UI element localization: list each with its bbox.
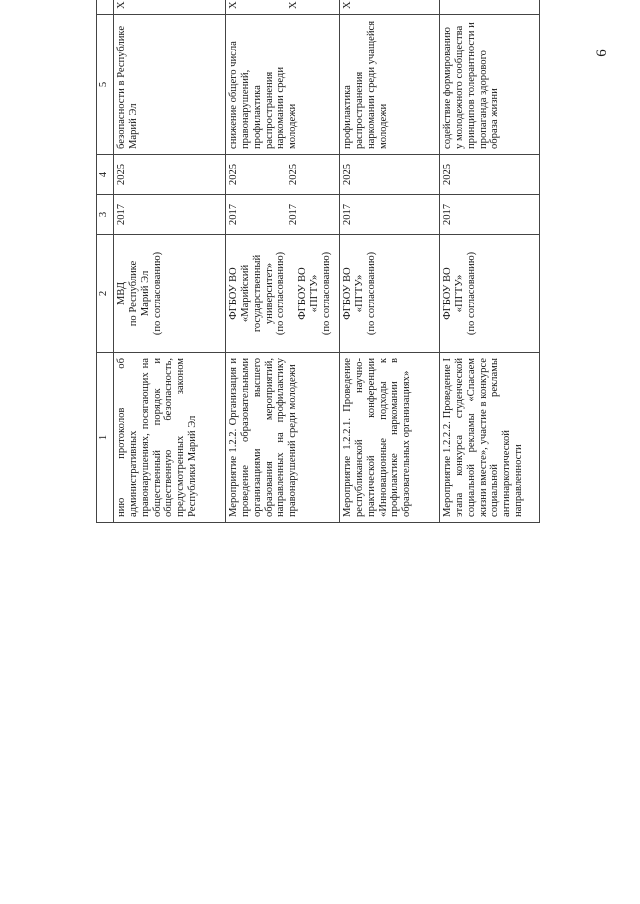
executor-cell: [226, 235, 340, 353]
executor-line: Марий Эл: [139, 270, 151, 317]
executor-line: «ПГТУ»: [309, 274, 321, 313]
executor-line: (по согласованию): [151, 251, 163, 336]
executor-line: «Марийский: [239, 264, 251, 323]
start-year-value: 2017: [287, 203, 299, 226]
executor-line: ФГБОУ ВО: [442, 267, 453, 320]
column-header-6: [97, 0, 114, 15]
column-header-4: 4: [97, 155, 114, 195]
expected-result-cell: безопасности в Республике Марий Эл: [114, 15, 226, 155]
activity-name-cell: Мероприятие 1.2.2.1. Проведение республиканской научно-практической конференции «Инновационные подходы к профилактике наркомании в образовательных организациях»: [340, 353, 440, 523]
expected-result-cell: снижение общего числа правонарушений, профилактика распространения наркомании среди молодежи: [226, 15, 340, 155]
end-year-value: 2025: [228, 163, 239, 186]
indicator-link-cell: [226, 0, 340, 15]
indicator-link-cell: [440, 0, 540, 15]
executor-line: ФГБОУ ВО: [342, 267, 353, 320]
page-number: 6: [594, 49, 610, 57]
activity-name-cell: Мероприятие 1.2.2.2. Проведение I этапа конкурса студенческой социальной рекламы «Спасаем жизни вместе», участие в конкурсе социальной рекламы антинаркотической направленности: [440, 353, 540, 523]
executor-line: ФГБОУ ВО: [297, 267, 309, 320]
executor-line: «ПГТУ»: [453, 274, 465, 313]
end-year-cell: [226, 155, 340, 195]
executor-line: (по согласованию): [465, 251, 477, 336]
table-row: [114, 0, 226, 523]
table-row: [440, 0, 540, 523]
executor-line: по Республике: [127, 260, 139, 327]
executor-cell: [340, 235, 440, 353]
executor-line: государственный: [251, 254, 263, 333]
executor-line: «ПГТУ»: [353, 274, 365, 313]
expected-result-cell: содействие формированию у молодежного сообщества принципов толерантности и пропаганда здорового образа жизни: [440, 15, 540, 155]
executor-line: (по согласованию): [321, 251, 333, 336]
end-year-cell: 2025: [440, 155, 540, 195]
column-header-2: 2: [97, 235, 114, 353]
executor-line: университет»: [263, 262, 275, 325]
expected-result-cell: профилактика распространения наркомании среди учащейся молодежи: [340, 15, 440, 155]
start-year-value: 2017: [228, 203, 239, 226]
executor-line: МВД: [116, 281, 127, 306]
executor-line: (по согласованию): [275, 251, 287, 336]
indicator-mark: X: [228, 1, 239, 9]
table-row: [340, 0, 440, 523]
start-year-cell: [226, 195, 340, 235]
header-row: [97, 0, 114, 523]
executor-cell: [114, 235, 226, 353]
indicator-mark: X: [287, 1, 299, 9]
column-header-1: 1: [97, 353, 114, 523]
start-year-cell: 2017: [340, 195, 440, 235]
end-year-cell: 2025: [340, 155, 440, 195]
end-year-value: 2025: [287, 163, 299, 186]
executor-line: (по согласованию): [365, 251, 377, 336]
executor-line: ФГБОУ ВО: [228, 267, 239, 320]
activity-name-cell: нию протоколов об административных правонарушениях, посягающих на общественный порядок и общественную безопасность, предусмотренных законом Республики Марий Эл: [114, 353, 226, 523]
executor-cell: [440, 235, 540, 353]
indicator-link-cell: X: [340, 0, 440, 15]
start-year-cell: 2017: [440, 195, 540, 235]
start-year-cell: 2017: [114, 195, 226, 235]
rotated-table-wrapper: [96, 0, 525, 523]
end-year-cell: 2025: [114, 155, 226, 195]
indicator-link-cell: X: [114, 0, 226, 15]
column-header-5: 5: [97, 15, 114, 155]
column-header-3: 3: [97, 195, 114, 235]
activity-name-cell: Мероприятие 1.2.2. Организация и проведение образовательными организациями высшего образования мероприятий, направленных на профилактику правонарушений среди молодежи: [226, 353, 340, 523]
table-row: [226, 0, 340, 523]
program-activities-table: [96, 0, 540, 523]
